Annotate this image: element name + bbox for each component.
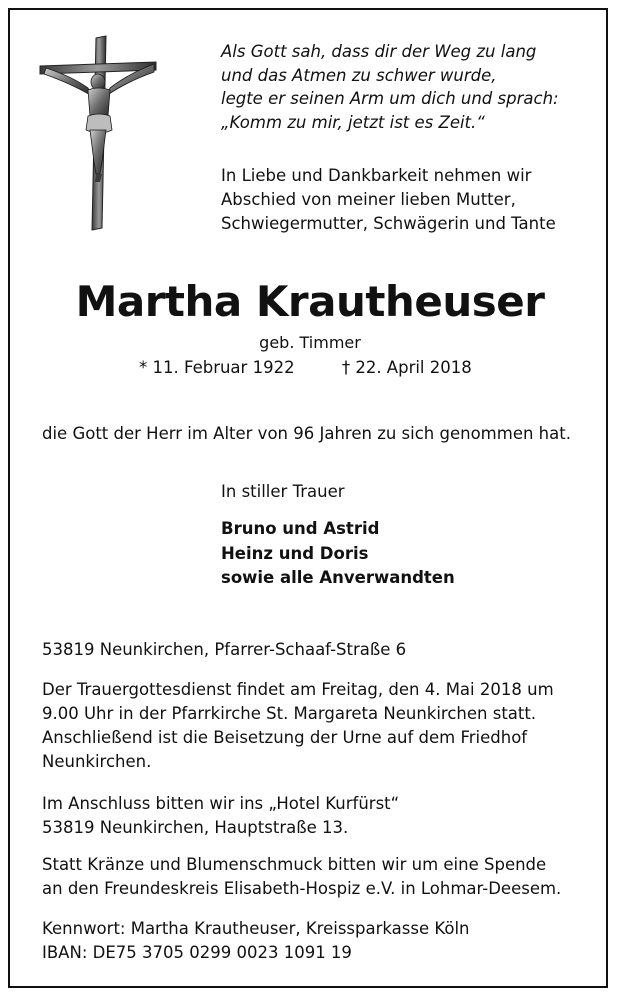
poem-line: Als Gott sah, dass dir der Weg zu lang	[221, 42, 537, 61]
reception-line: 53819 Neunkirchen, Hauptstraße 13.	[42, 818, 349, 837]
reception-line: Im Anschluss bitten wir ins „Hotel Kurfürst“	[42, 794, 400, 813]
crucifix-icon	[36, 32, 160, 232]
intro-line: In Liebe und Dankbarkeit nehmen wir	[221, 166, 532, 185]
age-statement: die Gott der Herr im Alter von 96 Jahren zu sich genommen hat.	[42, 424, 571, 443]
donation-line: an den Freundeskreis Elisabeth-Hospiz e.V. in Lohmar-Deesem.	[42, 879, 562, 898]
family-line: sowie alle Anverwandten	[221, 568, 455, 587]
family-block	[221, 517, 455, 591]
family-line: Bruno und Astrid	[221, 519, 380, 538]
life-dates	[139, 357, 472, 379]
mourning-label: In stiller Trauer	[221, 482, 345, 501]
service-line: Der Trauergottesdienst findet am Freitag, den 4. Mai 2018 um	[42, 680, 554, 699]
poem-block	[221, 40, 591, 134]
poem-line: und das Atmen zu schwer wurde,	[221, 65, 497, 85]
intro-line: Abschied von meiner lieben Mutter,	[221, 190, 516, 209]
bank-line: IBAN: DE75 3705 0299 0023 1091 19	[42, 943, 352, 962]
service-block	[42, 678, 554, 774]
family-line: Heinz und Doris	[221, 543, 369, 563]
donation-line: Statt Kränze und Blumenschmuck bitten wir um eine Spende	[42, 855, 547, 874]
donation-block	[42, 853, 561, 901]
address-line: 53819 Neunkirchen, Pfarrer-Schaaf-Straße 6	[42, 640, 407, 659]
bank-line: Kennwort: Martha Krautheuser, Kreissparkasse Köln	[42, 919, 470, 938]
poem-line: „Komm zu mir, jetzt ist es Zeit.“	[221, 112, 485, 132]
intro-block	[221, 164, 556, 236]
service-line: Neunkirchen.	[42, 752, 152, 771]
death-date: † 22. April 2018	[341, 358, 472, 377]
reception-block	[42, 792, 399, 840]
service-line: 9.00 Uhr in der Pfarrkirche St. Margareta Neunkirchen statt.	[42, 704, 537, 723]
bank-block	[42, 917, 470, 965]
poem-line: legte er seinen Arm um dich und sprach:	[221, 89, 559, 108]
maiden-name: geb. Timmer	[259, 333, 361, 352]
service-line: Anschließend ist die Beisetzung der Urne auf dem Friedhof	[42, 728, 528, 747]
deceased-name: Martha Krautheuser	[75, 277, 545, 326]
intro-line: Schwiegermutter, Schwägerin und Tante	[221, 214, 556, 233]
birth-date: * 11. Februar 1922	[139, 358, 295, 377]
